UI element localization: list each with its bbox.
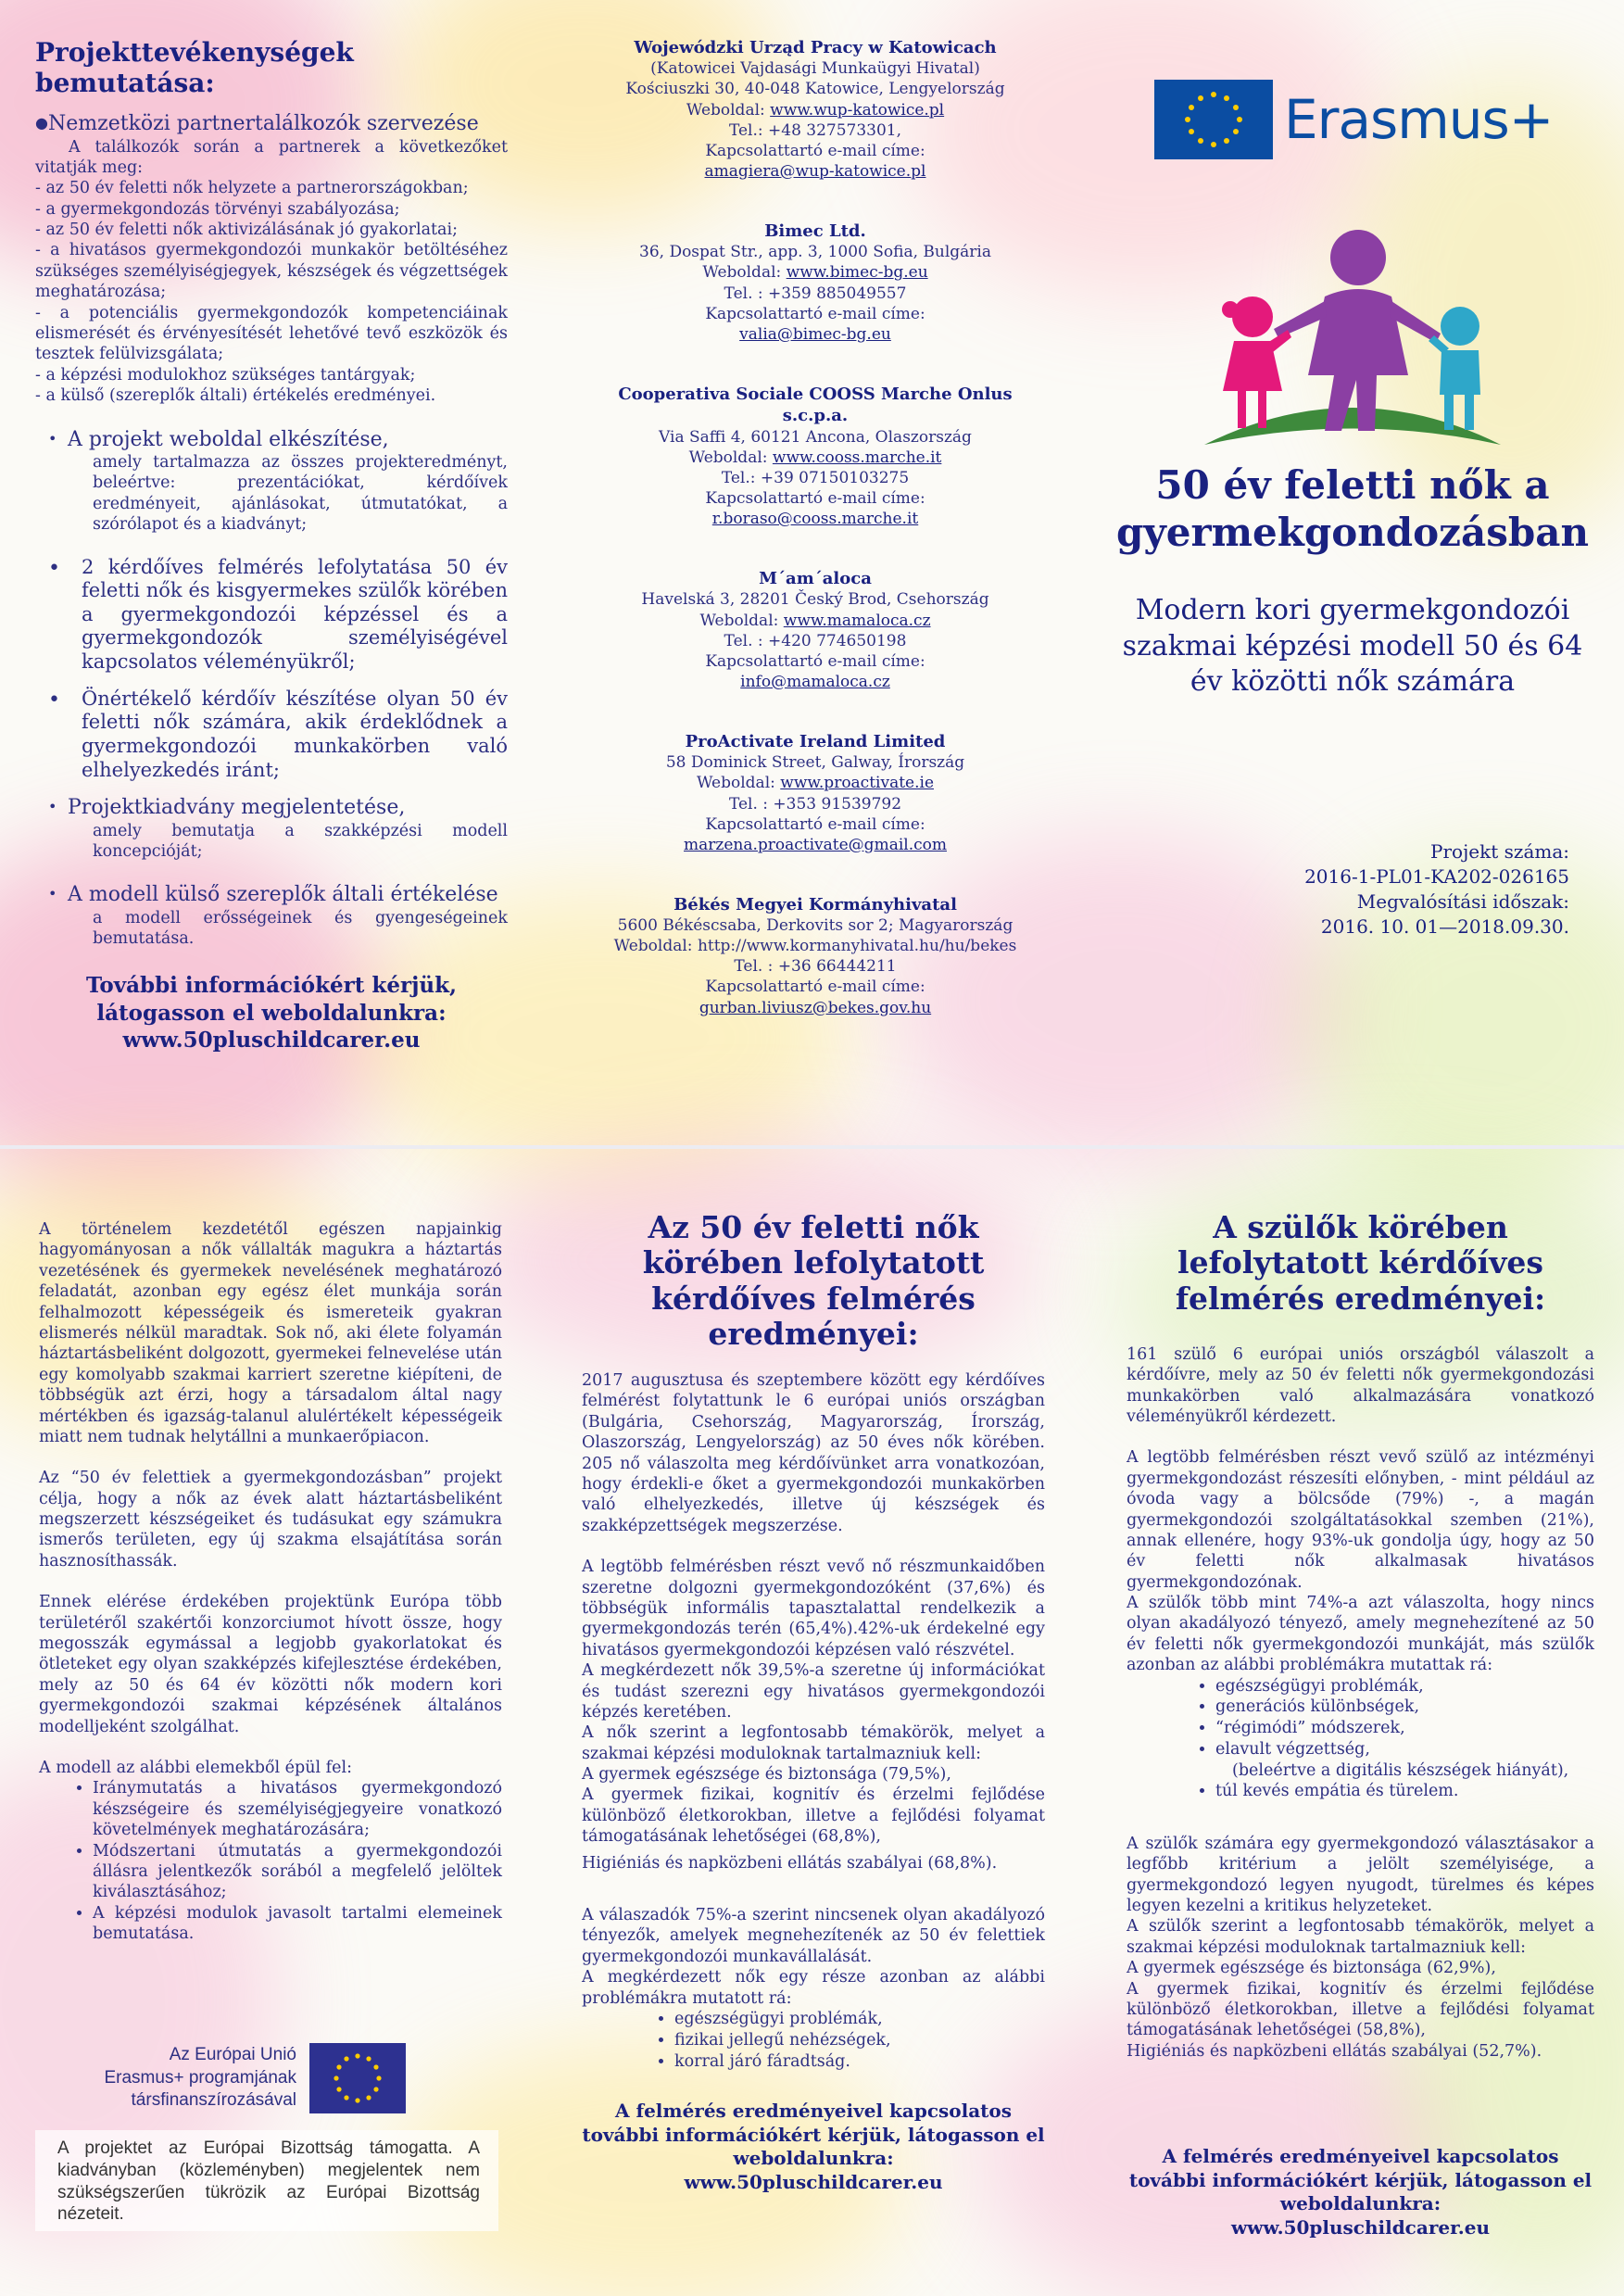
list-item: • “régimódi” módszerek, (1215, 1718, 1594, 1739)
partner-web-link[interactable]: www.bimec-bg.eu (786, 263, 928, 283)
partner-email-label: Kapcsolattartó e-mail címe: (705, 488, 925, 508)
activity-item-website (35, 427, 508, 536)
section-title: A szülők körében lefolytatott kérdőíves felmérés eredményei: (1175, 1209, 1546, 1317)
partner-address: Havelská 3, 28201 Český Brod, Csehország (641, 590, 989, 610)
paragraph: 161 szülő 6 európai uniós országból válaszolt a kérdőívre, mely az 50 év feletti nők gyermekgondozási munkakörben való alkalmazására vonatkozó véleményükről kérdezett. (1127, 1344, 1594, 1426)
partner-web-link[interactable]: www.wup-katowice.pl (770, 100, 945, 120)
bullet-icon: • (48, 885, 57, 903)
list-item: - a gyermekgondozás törvényi szabályozása; (35, 199, 400, 219)
partner-email-label: Kapcsolattartó e-mail címe: (705, 814, 925, 834)
bullet-icon: • (48, 688, 60, 712)
partner-bekes (593, 894, 1038, 1018)
partner-name: Cooperativa Sociale COOSS Marche Onlus s.c.p.a. (618, 384, 1013, 426)
website-link[interactable]: www.50pluschildcarer.eu (122, 1028, 421, 1053)
more-info-block (35, 972, 508, 1055)
eu-cofinancing-note: Az Európai Unió Erasmus+ programjának társfinanszírozásával (104, 2044, 296, 2111)
list-item: • fizikai jellegű nehézségek, (674, 2030, 1045, 2051)
paragraph: A történelem kezdetétől egészen napjainkig hagyományosan a nők vállalták magukra a háztartás vezetésének és gyermekek nevelésének meghatározó feladatát, azonban egy egész élet munkája során felhalmozott képességeik és ismereteik gyakran elismerés nélkül maradtak. Sok nő, aki élete folyamán háztartásbeliként dolgozott, gyermekei felnevelése után egy komolyabb szakmai karriert szeretne kiépíteni, de többségük azt érzi, hogy a társadalom által nagy mértékben és igazság-talanul alulértékelt képességeik miatt nem tudnak helytállni a munkaerőpiacon. (39, 1220, 502, 1446)
paragraph: A legtöbb felmérésben részt vevő szülő az intézményi gyermekgondozást részesíti előnyben, - mint például az óvoda vagy a bölcsőde (79%) -, a magán gyermekgondozói szolgáltatásokkal szemben (21%), annak ellenére, hogy 93%-uk gondolja úgy, hogy az 50 év feletti nők alkalmasak hivatásos gyermekgondozónak. (1127, 1448, 1594, 1592)
more-info-text: A felmérés eredményeivel kapcsolatos további információkért kérjük, látogasson el weboldalunkra: (1128, 2145, 1593, 2215)
paragraph: A szülők szerint a legfontosabb témakörök, melyet a szakmai képzési moduloknak tartalmazniuk kell: (1127, 1917, 1594, 1957)
partner-name: ProActivate Ireland Limited (685, 731, 946, 751)
women-problems-list (674, 2009, 1045, 2072)
list-item: • túl kevés empátia és türelem. (1215, 1781, 1594, 1802)
paragraph: A válaszadók 75%-a szerint nincsenek olyan akadályozó tényezők, amelyek megnehezítenék az 50 év felettiek gyermekgondozói munkavállalását. (582, 1906, 1045, 1966)
partner-email-link[interactable]: r.boraso@cooss.marche.it (711, 509, 919, 528)
list-item: - az 50 év feletti nők aktivizálásának jó gyakorlatai; (35, 221, 458, 240)
list-item: - a potenciális gyermekgondozók kompetenciáinak elismerését és érvényesítését lehetővé tevő eszközök és tesztek felülvizsgálata; (35, 303, 508, 364)
list-item: - az 50 év feletti nők helyzete a partnerországokban; (35, 179, 469, 198)
activity-heading: ●Nemzetközi partnertalálkozók szervezése (35, 112, 479, 135)
partner-address: 5600 Békéscsaba, Derkovits sor 2; Magyarország (617, 916, 1013, 936)
partner-phone: Tel. : +359 885049557 (724, 284, 907, 303)
activity-heading: • A projekt weboldal elkészítése, (48, 427, 389, 451)
list-item: • A képzési modulok javasolt tartalmi elemeinek bemutatása. (93, 1903, 502, 1945)
list-note: (beleértve a digitális készségek hiányát), (1232, 1760, 1569, 1780)
activity-heading: • Projektkiadvány megjelentetése, (48, 796, 406, 820)
list-item: • elavult végzettség, (1215, 1739, 1594, 1760)
partner-email-label: Kapcsolattartó e-mail címe: (705, 651, 925, 671)
paragraph: A nők szerint a legfontosabb témakörök, melyet a szakmai képzési moduloknak tartalmazniuk kell: (582, 1723, 1045, 1763)
partner-bimec (593, 221, 1038, 345)
website-link[interactable]: www.50pluschildcarer.eu (1230, 2215, 1491, 2239)
list-item: • egészségügyi problémák, (1215, 1676, 1594, 1697)
partner-address: Kościuszki 30, 40-048 Katowice, Lengyelország (625, 80, 1005, 99)
eu-flag-icon (309, 2043, 406, 2113)
partner-email-label: Kapcsolattartó e-mail címe: (705, 141, 925, 160)
activity-text: Önértékelő kérdőív készítése olyan 50 év feletti nők számára, akik érdeklődnek a gyermekgondozói munkakörben való elhelyezkedés iránt; (82, 687, 508, 781)
bullet-icon: • (48, 556, 60, 580)
bullet-icon: • (48, 429, 57, 448)
cover-title: 50 év feletti nők a gyermekgondozásban (1115, 462, 1589, 556)
partner-web-link[interactable]: www.mamaloca.cz (783, 611, 931, 630)
project-info (1112, 839, 1569, 940)
paragraph: A szülők több mint 74%-a azt válaszolta, hogy nincs olyan akadályozó tényező, amely megnehezítené az 50 év feletti nők gyermekgondozói munkáját, más szülők azonban az alábbi problémákra mutattak rá: (1127, 1594, 1594, 1675)
list-item: • Iránymutatás a hivatásos gyermekgondozó készségeire és személyiségjegyeire vonatkozó követelmények meghatározására; (93, 1778, 502, 1840)
partner-name: Wojewódzki Urząd Pracy w Katowicach (634, 38, 997, 57)
partner-phone: Tel. : +353 91539792 (728, 794, 902, 814)
partner-web: Weboldal: www.cooss.marche.it (688, 448, 942, 467)
partner-email-link[interactable]: valia@bimec-bg.eu (739, 324, 891, 344)
model-elements-list (93, 1778, 502, 1944)
more-info-text: További információkért kérjük, látogasson el weboldalunkra: (85, 972, 458, 1026)
partner-web: Weboldal: www.mamaloca.cz (699, 611, 931, 630)
family-illustration (1186, 213, 1519, 454)
paragraph: A gyermek egészsége és biztonsága (79,5%), (582, 1765, 951, 1785)
paragraph: Higiéniás és napközbeni ellátás szabályai (68,8%). (582, 1853, 998, 1873)
partner-name: M´am´aloca (759, 569, 872, 589)
more-info-block (1127, 2145, 1594, 2239)
paragraph: A szülők számára egy gyermekgondozó választásakor a legfőbb kritérium a jelölt személyisége, a gyermekgondozó legyen nyugodt, türelmes és képes legyen kezelni a kritikus helyzeteket. (1127, 1834, 1594, 1915)
partner-name: Békés Megyei Kormányhivatal (674, 894, 957, 915)
paragraph: Az “50 év felettiek a gyermekgondozásban” projekt célja, hogy a nők az évek alatt háztartásbeliként megszerzett készségeiket és tudásukat egy számukra ismerős területen, egy új szakma elsajátítása során hasznosíthassák. (39, 1469, 502, 1571)
partner-name: Bimec Ltd. (764, 221, 866, 241)
activities-title: Projekttevékenységek bemutatása: (35, 37, 354, 98)
partner-wup-katowice (593, 37, 1038, 182)
activity-text: amely tartalmazza az összes projekteredményt, beleértve: prezentációkat, kérdőívek eredményeit, ajánlásokat, útmutatókat, a szórólapot és a kiadványt; (93, 453, 508, 535)
list-item: - a külső (szereplők általi) értékelés eredményei. (35, 386, 436, 406)
paragraph: A gyermek egészsége és biztonsága (62,9%), (1127, 1959, 1496, 1978)
bullet-icon: ● (35, 114, 48, 132)
paragraph: A gyermek fizikai, kognitív és érzelmi fejlődése különböző életkorokban, illetve a fejlődési folyamat támogatásának lehetőségei (68,8%), (582, 1785, 1045, 1847)
eu-flag-icon (1154, 80, 1273, 159)
page-divider (0, 1145, 1624, 1149)
project-number-label: Projekt száma: (1430, 839, 1569, 863)
partner-web-link[interactable]: www.proactivate.ie (780, 774, 935, 793)
activity-item-publication (35, 795, 508, 862)
paragraph: A legtöbb felmérésben részt vevő nő részmunkaidőben szeretne dolgozni gyermekgondozóként (37,6%) és többségük informális tapasztalattal rendelkezik a gyermekgondozás terén (65,4%).42%-uk érdekelné egy hivatásos gyermekgondozói képzésen való részvétel. (582, 1558, 1045, 1659)
parents-problems-list-continued (1215, 1781, 1594, 1802)
list-item: • Módszertani útmutatás a gyermekgondozói állásra jelentkezők sorából a megfelelő jelöltek kiválasztásához; (93, 1841, 502, 1903)
partner-proactivate (593, 731, 1038, 855)
partner-email-label: Kapcsolattartó e-mail címe: (705, 304, 925, 323)
activity-item-self-assessment (35, 688, 508, 782)
activity-text: 2 kérdőíves felmérés lefolytatása 50 év feletti nők és kisgyermekes szülők körében a gyermekgondozói képzéssel és a gyermekgondozók személyiségével kapcsolatos véleményükről; (82, 555, 508, 674)
partner-web: Weboldal: www.proactivate.ie (696, 774, 935, 793)
activity-item-surveys (35, 556, 508, 675)
project-number: 2016-1-PL01-KA202-026165 (1304, 864, 1569, 888)
partner-email-link[interactable]: marzena.proactivate@gmail.com (684, 835, 947, 854)
partner-phone: Tel. : +420 774650198 (724, 631, 907, 650)
list-item: • egészségügyi problémák, (674, 2009, 1045, 2030)
activity-heading: • A modell külső szereplők általi értékelése (48, 883, 498, 907)
eu-disclaimer: A projektet az Európai Bizottság támogatta. A kiadványban (közleményben) megjelentek nem szükségszerűen tükrözik az Európai Bizottság nézeteit. (35, 2130, 498, 2231)
women-survey-panel (582, 1210, 1045, 2195)
paragraph: A modell az alábbi elemekből épül fel: (39, 1758, 352, 1777)
partner-address: 36, Dospat Str., app. 3, 1000 Sofia, Bulgária (639, 243, 991, 262)
activity-intro: A találkozók során a partnerek a következőket vitatják meg: (35, 137, 508, 177)
partner-email-link[interactable]: gurban.liviusz@bekes.gov.hu (699, 998, 932, 1017)
website-link[interactable]: www.50pluschildcarer.eu (684, 2171, 943, 2194)
period-label: Megvalósítási időszak: (1356, 889, 1569, 913)
activity-text: a modell erősségeinek és gyengeségeinek bemutatása. (93, 908, 508, 949)
partner-contacts-panel (593, 37, 1038, 1057)
parents-problems-list (1215, 1676, 1594, 1760)
partner-email-link[interactable]: info@mamaloca.cz (740, 672, 890, 691)
erasmus-brand: Erasmus+ (1284, 88, 1554, 151)
activities-panel (35, 37, 508, 1054)
paragraph: A megkérdezett nők 39,5%-a szeretne új információkat és tudást szerezni egy hivatásos gyermekgondozói képzés keretében. (582, 1661, 1045, 1722)
partner-email-label: Kapcsolattartó e-mail címe: (705, 978, 925, 997)
section-title: Az 50 év feletti nők körében lefolytatott kérdőíves felmérés eredményei: (642, 1209, 985, 1352)
more-info-text: A felmérés eredményeivel kapcsolatos további információkért kérjük, látogasson el weboldalunkra: (582, 2100, 1045, 2170)
partner-address: 58 Dominick Street, Galway, Írország (665, 753, 965, 773)
eu-funding-block (35, 2043, 498, 2231)
partner-web-link[interactable]: http://www.kormanyhivatal.hu/hu/bekes (697, 937, 1017, 956)
list-item: - a képzési modulokhoz szükséges tantárgyak; (35, 365, 416, 385)
partner-web-link[interactable]: www.cooss.marche.it (772, 448, 942, 467)
list-item: - a hivatásos gyermekgondozói munkakör betöltéséhez szükséges személyiségjegyek, készségek és végzettségek meghatározása; (35, 241, 508, 302)
partner-cooss (593, 384, 1038, 529)
partner-mamaloca (593, 568, 1038, 692)
cover-panel (1112, 37, 1593, 940)
partner-address: (Katowicei Vajdasági Munkaügyi Hivatal) (650, 59, 980, 79)
cover-subtitle: Modern kori gyermekgondozói szakmai képzési modell 50 és 64 év közötti nők számára (1122, 594, 1583, 699)
activity-text: amely bemutatja a szakképzési modell koncepcióját; (93, 821, 508, 862)
partner-web: Weboldal: http://www.kormanyhivatal.hu/hu/bekes (613, 937, 1017, 956)
paragraph: Higiéniás és napközbeni ellátás szabályai (52,7%). (1127, 2041, 1542, 2061)
partner-phone: Tel.: +48 327573301, (728, 120, 902, 140)
paragraph: Ennek elérése érdekében projektünk Európa több területéről szakértői konzorciumot hívott össze, hogy megosszák egymással a legjobb gyakorlatokat és ötleteket egy olyan szakképzés kifejlesztése érdekében, mely az 50 és 64 év közötti nők modern kori gyermekgondozói szakmai képzésének általános modelljeként szolgálhat. (39, 1593, 502, 1736)
bullet-icon: • (48, 798, 57, 816)
partner-address: Via Saffi 4, 60121 Ancona, Olaszország (659, 427, 972, 447)
activity-item-meetings (35, 111, 508, 407)
partner-web: Weboldal: www.wup-katowice.pl (686, 100, 945, 120)
list-item: • generációs különbségek, (1215, 1697, 1594, 1718)
list-item: • korral járó fáradtság. (674, 2051, 1045, 2073)
partner-email-link[interactable]: amagiera@wup-katowice.pl (704, 161, 926, 181)
partner-phone: Tel.: +39 07150103275 (721, 468, 910, 487)
more-info-block (582, 2100, 1045, 2194)
partner-phone: Tel. : +36 66444211 (734, 957, 897, 977)
project-background-panel (39, 1219, 502, 1945)
erasmus-logo (1154, 80, 1593, 159)
activity-item-evaluation (35, 882, 508, 949)
partner-web: Weboldal: www.bimec-bg.eu (702, 263, 928, 283)
paragraph: A gyermek fizikai, kognitív és érzelmi fejlődése különböző életkorokban, illetve a fejlődési folyamat támogatásának lehetőségei (58,8%), (1127, 1979, 1594, 2040)
paragraph: A megkérdezett nők egy része azonban az alábbi problémákra mutatott rá: (582, 1968, 1045, 2008)
meeting-topics-list (35, 178, 508, 406)
parents-survey-panel (1127, 1210, 1594, 2239)
paragraph: 2017 augusztusa és szeptembere között egy kérdőíves felmérést folytattunk le 6 európai uniós országban (Bulgária, Csehország, Magyarország, Írország, Olaszország, Lengyelország) az 50 éves nők körében. 205 nő válaszolta meg kérdőívünket arra vonatkozóan, hogy érdekli-e őket a gyermekgondozói munkakörben való elhelyezkedés, illetve új készségek és szakképzettségek megszerzése. (582, 1371, 1045, 1535)
period-value: 2016. 10. 01—2018.09.30. (1320, 915, 1569, 938)
